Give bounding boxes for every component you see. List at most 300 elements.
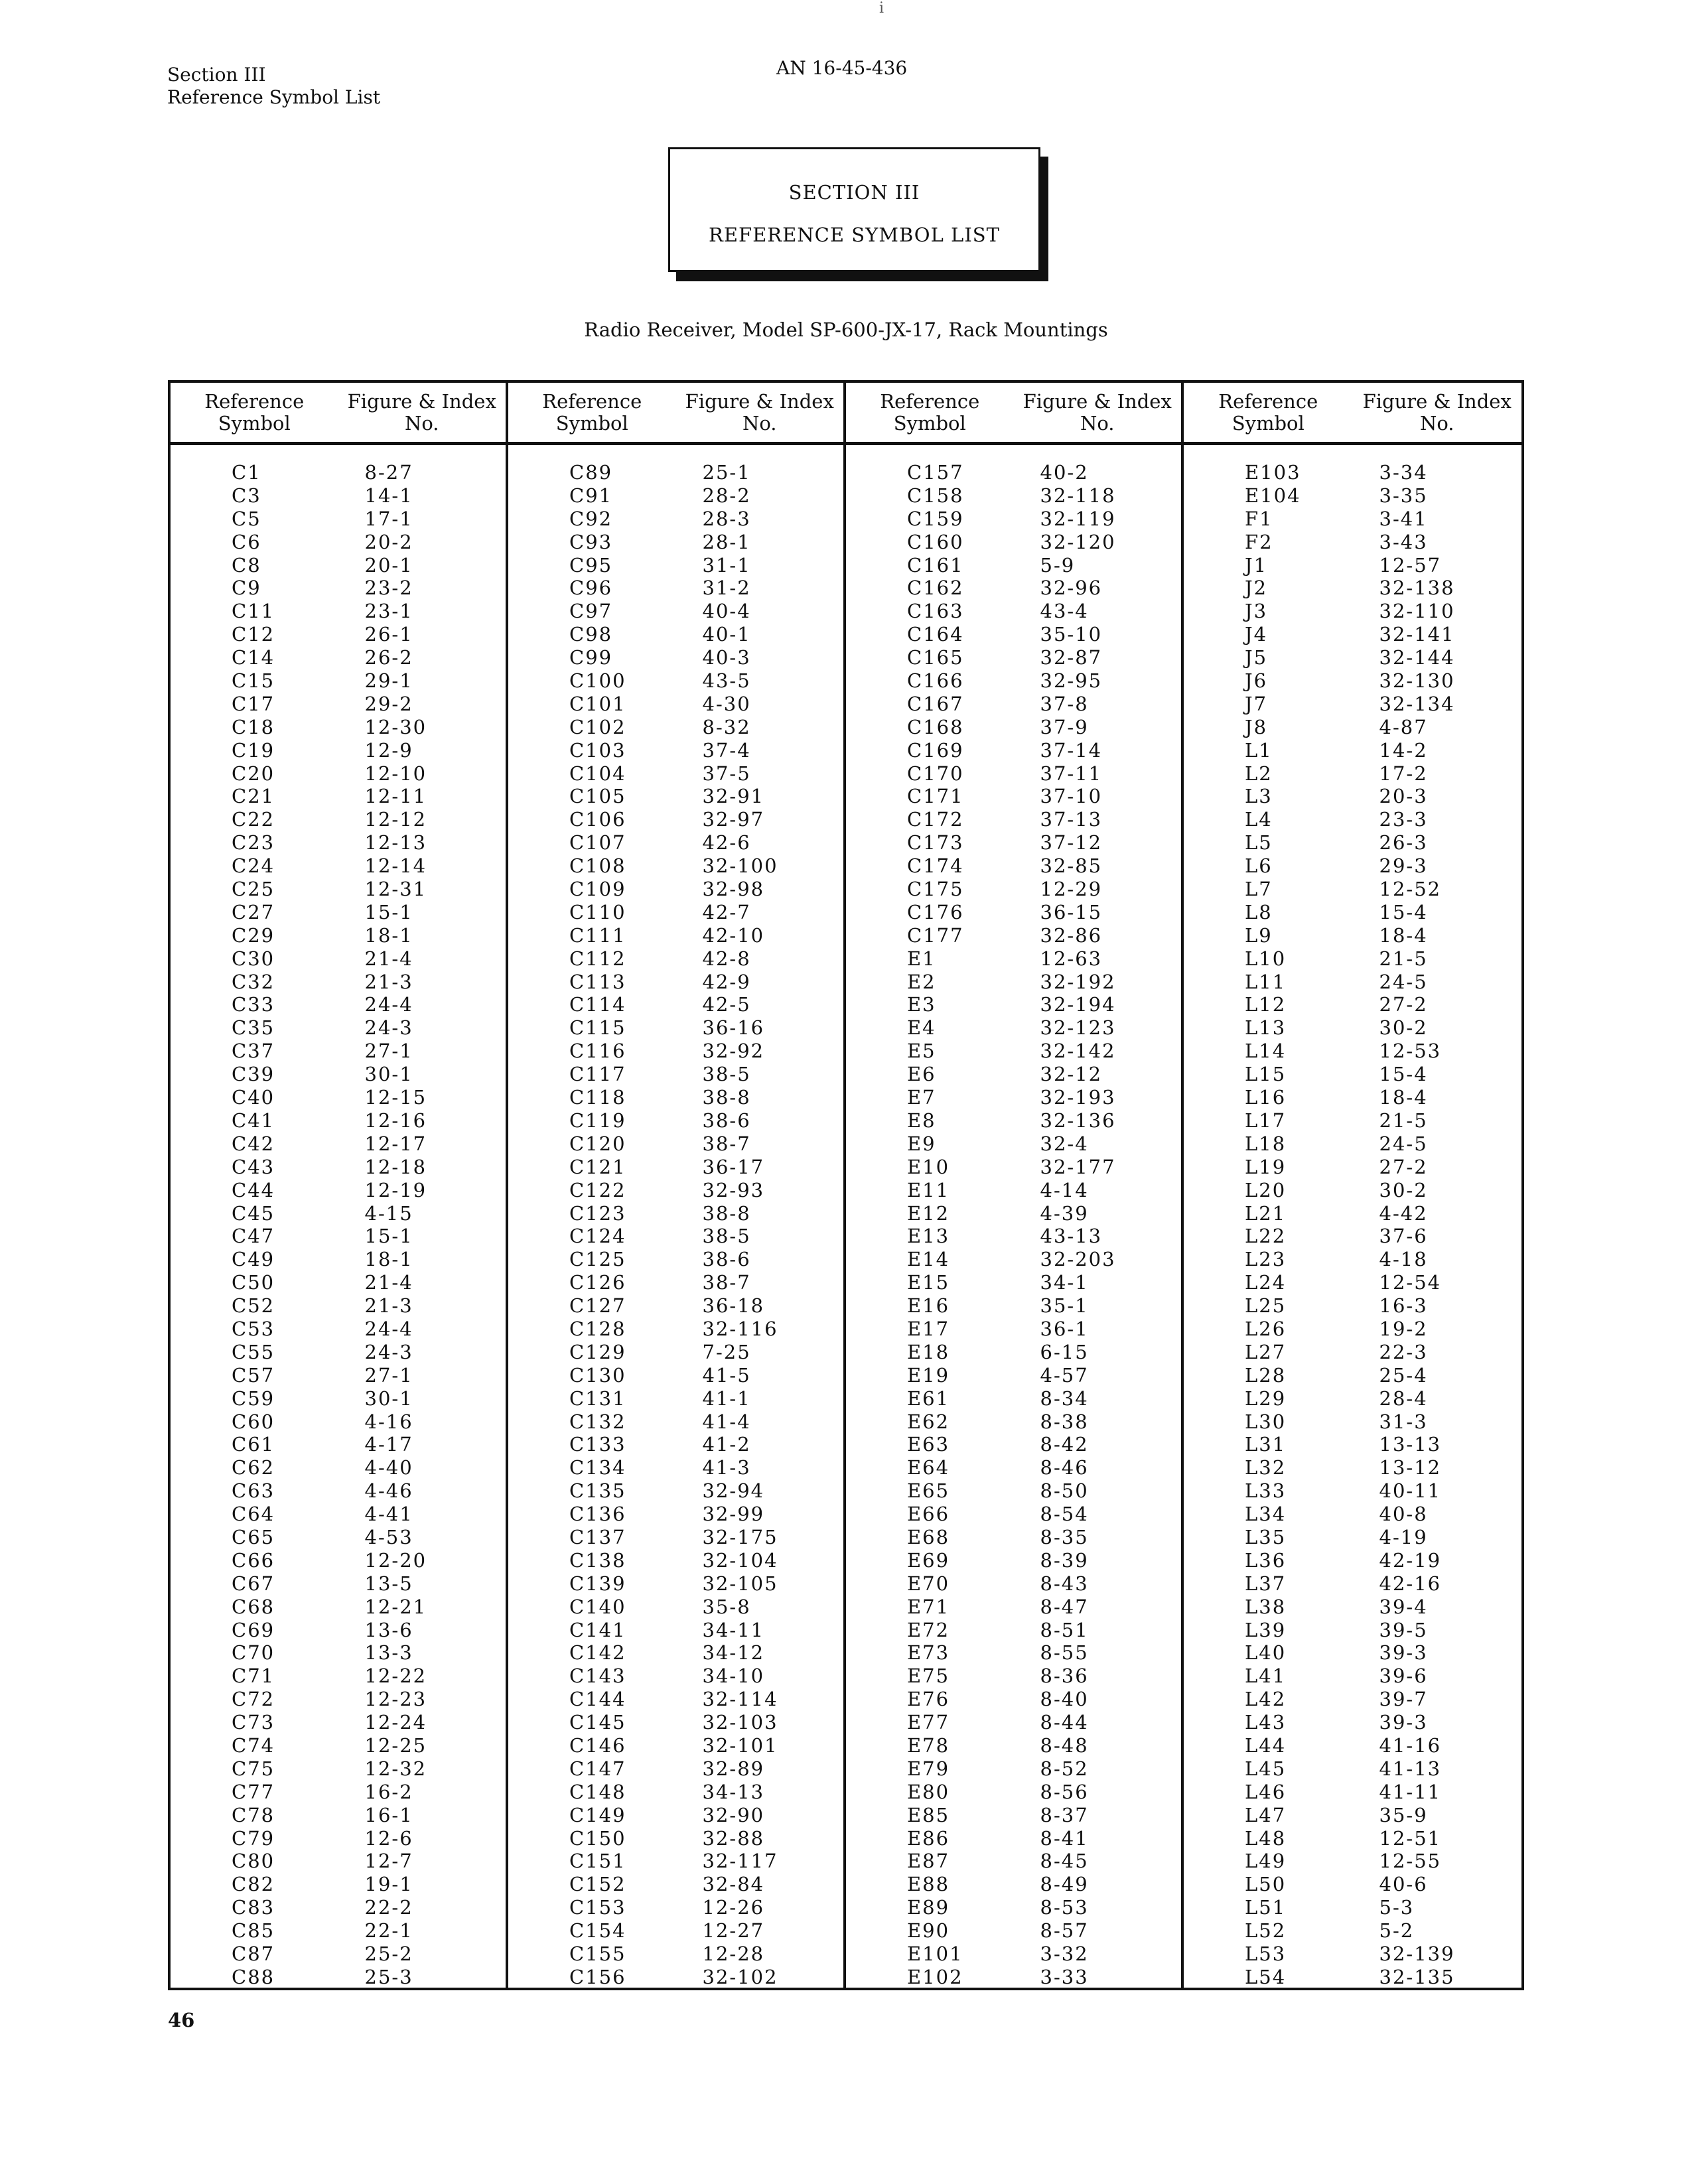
reference-symbol: L11	[1245, 970, 1287, 993]
figure-index-number: 12-7	[364, 1850, 413, 1873]
figure-index-number: 12-57	[1379, 553, 1442, 577]
table-row	[846, 1318, 1181, 1341]
table-row	[171, 1456, 506, 1479]
figure-index-number: 41-1	[702, 1387, 751, 1410]
figure-index-number: 4-40	[364, 1456, 413, 1479]
figure-index-number: 32-88	[702, 1826, 765, 1850]
figure-index-number: 26-2	[364, 646, 413, 669]
table-row	[171, 762, 506, 785]
figure-index-number: 32-93	[702, 1178, 765, 1201]
figure-index-number: 43-5	[702, 669, 751, 693]
figure-index-number: 32-139	[1379, 1943, 1455, 1965]
table-row	[508, 901, 843, 924]
figure-index-number: 8-43	[1040, 1572, 1089, 1595]
table-row	[171, 924, 506, 947]
group-body	[508, 445, 843, 1989]
figure-index-number: 32-142	[1040, 1040, 1116, 1063]
reference-symbol: J3	[1245, 600, 1268, 623]
figure-index-number: 19-2	[1379, 1317, 1428, 1340]
reference-symbol: C163	[907, 600, 964, 623]
reference-symbol: L16	[1245, 1086, 1287, 1109]
figure-index-number: 23-1	[364, 600, 413, 623]
table-row	[1184, 854, 1521, 878]
figure-index-number: 32-135	[1379, 1965, 1455, 1988]
figure-index-number: 35-10	[1040, 623, 1103, 646]
table-row	[171, 1364, 506, 1387]
table-row	[171, 1688, 506, 1711]
figure-index-number: 32-114	[702, 1688, 778, 1711]
reference-symbol: L39	[1245, 1618, 1287, 1641]
table-row	[508, 1503, 843, 1526]
reference-symbol: E69	[907, 1548, 950, 1572]
figure-index-number: 32-144	[1379, 646, 1455, 669]
table-row	[171, 646, 506, 669]
reference-symbol: C120	[569, 1132, 626, 1155]
figure-index-number: 8-55	[1040, 1641, 1089, 1665]
table-row	[171, 878, 506, 901]
figure-index-number: 16-1	[364, 1803, 413, 1826]
reference-symbol: E101	[907, 1943, 963, 1965]
reference-symbol: C35	[232, 1016, 275, 1040]
table-row	[171, 1016, 506, 1040]
table-row	[508, 484, 843, 508]
table-row	[846, 1850, 1181, 1873]
table-row	[508, 1896, 843, 1919]
table-row	[508, 1364, 843, 1387]
reference-symbol: L44	[1245, 1734, 1287, 1757]
figure-index-number: 38-8	[702, 1086, 751, 1109]
figure-index-number: 32-141	[1379, 623, 1455, 646]
table-row	[171, 1596, 506, 1619]
table-row	[1184, 1433, 1521, 1456]
figure-index-number: 4-17	[364, 1433, 413, 1456]
table-row	[508, 762, 843, 785]
reference-symbol: C89	[569, 461, 613, 484]
table-row	[1184, 600, 1521, 623]
figure-index-number: 39-3	[1379, 1641, 1428, 1665]
table-row	[508, 531, 843, 554]
figure-index-number: 17-2	[1379, 762, 1428, 785]
figure-index-number: 20-2	[364, 530, 413, 553]
group-body	[846, 445, 1181, 1989]
table-row	[508, 1919, 843, 1943]
table-row	[846, 762, 1181, 785]
table-row	[508, 1757, 843, 1781]
reference-symbol: C131	[569, 1387, 626, 1410]
figure-index-number: 4-46	[364, 1479, 413, 1503]
figure-index-number: 12-10	[364, 762, 427, 785]
figure-index-number: 12-52	[1379, 878, 1442, 901]
reference-symbol: C39	[232, 1063, 275, 1086]
reference-symbol: C14	[232, 646, 275, 669]
figure-index-number: 25-2	[364, 1943, 413, 1965]
table-row	[1184, 1827, 1521, 1850]
figure-index-number: 8-34	[1040, 1387, 1089, 1410]
reference-symbol: C169	[907, 738, 964, 762]
table-row	[1184, 1410, 1521, 1434]
table-row	[171, 993, 506, 1016]
table-row	[1184, 831, 1521, 854]
figure-index-number: 12-54	[1379, 1271, 1442, 1294]
reference-symbol: F2	[1245, 530, 1273, 553]
table-row	[171, 1804, 506, 1827]
table-row	[846, 1387, 1181, 1410]
reference-symbol: C140	[569, 1595, 626, 1618]
table-row	[508, 1781, 843, 1804]
table-row	[171, 1572, 506, 1596]
table-row	[846, 1503, 1181, 1526]
reference-symbol: E86	[907, 1826, 950, 1850]
reference-symbol: C5	[232, 507, 261, 530]
figure-index-number: 8-36	[1040, 1665, 1089, 1688]
table-row	[1184, 1619, 1521, 1642]
table-row	[846, 1063, 1181, 1086]
header-figure-index: Figure & Index No.	[1362, 390, 1512, 435]
table-row	[1184, 1156, 1521, 1179]
reference-symbol: C129	[569, 1340, 626, 1363]
table-row	[1184, 878, 1521, 901]
table-row	[1184, 531, 1521, 554]
figure-index-number: 38-6	[702, 1109, 751, 1132]
figure-index-number: 8-57	[1040, 1919, 1089, 1943]
table-row	[1184, 669, 1521, 693]
figure-index-number: 37-11	[1040, 762, 1103, 785]
reference-symbol: C11	[232, 600, 275, 623]
reference-symbol: C44	[232, 1178, 275, 1201]
reference-symbol: L25	[1245, 1294, 1287, 1318]
figure-index-number: 25-3	[364, 1965, 413, 1988]
reference-symbol: L42	[1245, 1688, 1287, 1711]
table-row	[846, 1179, 1181, 1202]
table-row	[846, 1456, 1181, 1479]
header-reference-symbol: Reference Symbol	[880, 390, 980, 435]
table-row	[846, 1433, 1181, 1456]
table-row	[1184, 693, 1521, 716]
reference-symbol: C62	[232, 1456, 275, 1479]
figure-index-number: 16-3	[1379, 1294, 1428, 1318]
table-row	[171, 1156, 506, 1179]
figure-index-number: 32-95	[1040, 669, 1103, 693]
table-row	[1184, 993, 1521, 1016]
reference-symbol: L21	[1245, 1201, 1287, 1225]
table-row	[846, 1804, 1181, 1827]
reference-symbol: C23	[232, 831, 275, 854]
reference-symbol: C70	[232, 1641, 275, 1665]
figure-index-number: 21-3	[364, 1294, 413, 1318]
table-row	[1184, 646, 1521, 669]
figure-index-number: 42-8	[702, 947, 751, 970]
table-row	[508, 1433, 843, 1456]
table-row	[508, 1456, 843, 1479]
table-row	[171, 1734, 506, 1757]
reference-symbol: C53	[232, 1317, 275, 1340]
table-row	[508, 600, 843, 623]
table-row	[508, 508, 843, 531]
reference-symbol: C97	[569, 600, 613, 623]
table-row	[1184, 1734, 1521, 1757]
table-row	[171, 1827, 506, 1850]
table-row	[171, 1526, 506, 1549]
table-row	[171, 461, 506, 484]
figure-index-number: 8-40	[1040, 1688, 1089, 1711]
table-row	[171, 785, 506, 808]
section-box-line1: SECTION III	[788, 181, 920, 204]
reference-symbol: E75	[907, 1665, 950, 1688]
reference-symbol: C137	[569, 1525, 626, 1548]
table-row	[1184, 1086, 1521, 1109]
figure-index-number: 39-6	[1379, 1665, 1428, 1688]
table-row	[171, 1179, 506, 1202]
table-row	[846, 831, 1181, 854]
reference-symbol: C152	[569, 1873, 626, 1896]
table-row	[508, 1641, 843, 1665]
reference-symbol: C96	[569, 577, 613, 600]
table-row	[846, 554, 1181, 577]
figure-index-number: 32-91	[702, 785, 765, 808]
table-row	[1184, 1016, 1521, 1040]
table-row	[846, 1132, 1181, 1156]
table-row	[846, 1016, 1181, 1040]
reference-symbol: C77	[232, 1780, 275, 1803]
figure-index-number: 12-63	[1040, 947, 1103, 970]
reference-symbol: E19	[907, 1363, 950, 1387]
table-row	[846, 1966, 1181, 1989]
reference-symbol: L28	[1245, 1363, 1287, 1387]
table-row	[508, 1341, 843, 1364]
table-row	[1184, 1479, 1521, 1503]
table-row	[1184, 1109, 1521, 1132]
table-row	[508, 1086, 843, 1109]
table-row	[171, 1202, 506, 1225]
table-row	[508, 1179, 843, 1202]
reference-symbol: L50	[1245, 1873, 1287, 1896]
table-row	[846, 808, 1181, 831]
reference-symbol: E61	[907, 1387, 950, 1410]
reference-symbol: C127	[569, 1294, 626, 1318]
table-row	[846, 854, 1181, 878]
table-row	[1184, 508, 1521, 531]
reference-symbol: C133	[569, 1433, 626, 1456]
figure-index-number: 12-24	[364, 1711, 427, 1734]
reference-symbol: L32	[1245, 1456, 1287, 1479]
reference-symbol: C19	[232, 738, 275, 762]
table-row	[1184, 971, 1521, 994]
reference-symbol-table	[168, 380, 1524, 1990]
table-row	[508, 1410, 843, 1434]
figure-index-number: 23-2	[364, 577, 413, 600]
figure-index-number: 32-177	[1040, 1155, 1116, 1178]
figure-index-number: 32-94	[702, 1479, 765, 1503]
table-row	[846, 1711, 1181, 1734]
figure-index-number: 35-8	[702, 1595, 751, 1618]
figure-index-number: 32-105	[702, 1572, 778, 1595]
reference-symbol: L33	[1245, 1479, 1287, 1503]
table-row	[1184, 1202, 1521, 1225]
table-row	[846, 1225, 1181, 1248]
table-row	[1184, 1596, 1521, 1619]
table-row	[846, 646, 1181, 669]
table-row	[508, 1596, 843, 1619]
figure-index-number: 34-1	[1040, 1271, 1089, 1294]
reference-symbol: E17	[907, 1317, 950, 1340]
table-row	[171, 693, 506, 716]
figure-index-number: 42-5	[702, 993, 751, 1016]
figure-index-number: 24-5	[1379, 970, 1428, 993]
figure-index-number: 42-7	[702, 900, 751, 923]
reference-symbol: C22	[232, 808, 275, 831]
figure-index-number: 12-51	[1379, 1826, 1442, 1850]
table-row	[171, 1410, 506, 1434]
reference-symbol: L27	[1245, 1340, 1287, 1363]
reference-symbol: C147	[569, 1757, 626, 1780]
reference-symbol: C79	[232, 1826, 275, 1850]
reference-symbol: C154	[569, 1919, 626, 1943]
figure-index-number: 12-27	[702, 1919, 765, 1943]
reference-symbol: E5	[907, 1040, 936, 1063]
reference-symbol: C159	[907, 507, 964, 530]
table-row	[171, 854, 506, 878]
table-row	[1184, 1063, 1521, 1086]
table-row	[846, 1156, 1181, 1179]
reference-symbol: C136	[569, 1503, 626, 1526]
reference-symbol: C15	[232, 669, 275, 693]
figure-index-number: 18-1	[364, 1248, 413, 1271]
reference-symbol: L22	[1245, 1225, 1287, 1248]
table-column-group	[171, 383, 508, 1988]
reference-symbol: C42	[232, 1132, 275, 1155]
reference-symbol: C83	[232, 1896, 275, 1919]
reference-symbol: C72	[232, 1688, 275, 1711]
reference-symbol: C71	[232, 1665, 275, 1688]
figure-index-number: 37-14	[1040, 738, 1103, 762]
figure-index-number: 21-4	[364, 947, 413, 970]
figure-index-number: 14-2	[1379, 738, 1428, 762]
figure-index-number: 4-30	[702, 692, 751, 715]
table-row	[1184, 808, 1521, 831]
reference-symbol: E11	[907, 1178, 950, 1201]
figure-index-number: 15-4	[1379, 900, 1428, 923]
figure-index-number: 41-4	[702, 1410, 751, 1433]
figure-index-number: 24-3	[364, 1016, 413, 1040]
table-row	[846, 947, 1181, 971]
reference-symbol: L24	[1245, 1271, 1287, 1294]
figure-index-number: 6-15	[1040, 1340, 1089, 1363]
reference-symbol: C105	[569, 785, 626, 808]
reference-symbol: L8	[1245, 900, 1273, 923]
figure-index-number: 30-1	[364, 1387, 413, 1410]
table-row	[508, 1132, 843, 1156]
table-row	[1184, 1318, 1521, 1341]
table-row	[1184, 1456, 1521, 1479]
reference-symbol: L53	[1245, 1943, 1287, 1965]
figure-index-number: 32-101	[702, 1734, 778, 1757]
reference-symbol: E73	[907, 1641, 950, 1665]
reference-symbol: C1	[232, 461, 261, 484]
table-row	[171, 808, 506, 831]
reference-symbol: C167	[907, 692, 964, 715]
figure-index-number: 27-1	[364, 1363, 413, 1387]
figure-index-number: 40-8	[1379, 1503, 1428, 1526]
reference-symbol: L5	[1245, 831, 1273, 854]
reference-symbol: C141	[569, 1618, 626, 1641]
figure-index-number: 4-41	[364, 1503, 413, 1526]
figure-index-number: 42-16	[1379, 1572, 1442, 1595]
table-row	[171, 1943, 506, 1966]
table-row	[171, 1896, 506, 1919]
table-row	[846, 669, 1181, 693]
reference-symbol: C165	[907, 646, 964, 669]
reference-symbol: L1	[1245, 738, 1273, 762]
table-row	[508, 739, 843, 762]
reference-symbol: C99	[569, 646, 613, 669]
reference-symbol: C32	[232, 970, 275, 993]
reference-symbol: E70	[907, 1572, 950, 1595]
reference-symbol: L40	[1245, 1641, 1287, 1665]
table-row	[1184, 1896, 1521, 1919]
table-row	[1184, 1804, 1521, 1827]
table-row	[1184, 924, 1521, 947]
figure-index-number: 40-11	[1379, 1479, 1442, 1503]
reference-symbol: C177	[907, 923, 964, 947]
reference-symbol: C98	[569, 623, 613, 646]
table-row	[1184, 1040, 1521, 1063]
table-row	[846, 484, 1181, 508]
table-row	[846, 1619, 1181, 1642]
table-row	[846, 924, 1181, 947]
table-row	[508, 1040, 843, 1063]
figure-index-number: 42-6	[702, 831, 751, 854]
table-row	[508, 1109, 843, 1132]
figure-index-number: 32-117	[702, 1850, 778, 1873]
table-row	[508, 1526, 843, 1549]
table-row	[508, 461, 843, 484]
table-row	[846, 1781, 1181, 1804]
section-title-label: Reference Symbol List	[167, 86, 381, 108]
reference-symbol: L41	[1245, 1665, 1287, 1688]
table-row	[171, 1781, 506, 1804]
reference-symbol: C149	[569, 1803, 626, 1826]
figure-index-number: 42-10	[702, 923, 765, 947]
header-reference-symbol: Reference Symbol	[542, 390, 642, 435]
reference-symbol: L13	[1245, 1016, 1287, 1040]
table-row	[1184, 1850, 1521, 1873]
reference-symbol: J2	[1245, 577, 1268, 600]
figure-index-number: 32-103	[702, 1711, 778, 1734]
figure-index-number: 25-1	[702, 461, 751, 484]
table-row	[508, 1156, 843, 1179]
table-column-group	[1184, 383, 1521, 1988]
top-mark: i	[879, 0, 884, 17]
table-row	[1184, 623, 1521, 646]
reference-symbol: J1	[1245, 553, 1268, 577]
table-row	[1184, 1641, 1521, 1665]
reference-symbol: L12	[1245, 993, 1287, 1016]
figure-index-number: 27-2	[1379, 1155, 1428, 1178]
figure-index-number: 42-19	[1379, 1548, 1442, 1572]
figure-index-number: 32-96	[1040, 577, 1103, 600]
reference-symbol: C50	[232, 1271, 275, 1294]
reference-symbol: E9	[907, 1132, 936, 1155]
figure-index-number: 8-46	[1040, 1456, 1089, 1479]
table-row	[508, 924, 843, 947]
figure-index-number: 32-89	[702, 1757, 765, 1780]
table-row	[508, 1479, 843, 1503]
figure-index-number: 3-34	[1379, 461, 1428, 484]
reference-symbol: E6	[907, 1063, 936, 1086]
table-row	[846, 1364, 1181, 1387]
figure-index-number: 5-3	[1379, 1896, 1415, 1919]
table-row	[1184, 739, 1521, 762]
